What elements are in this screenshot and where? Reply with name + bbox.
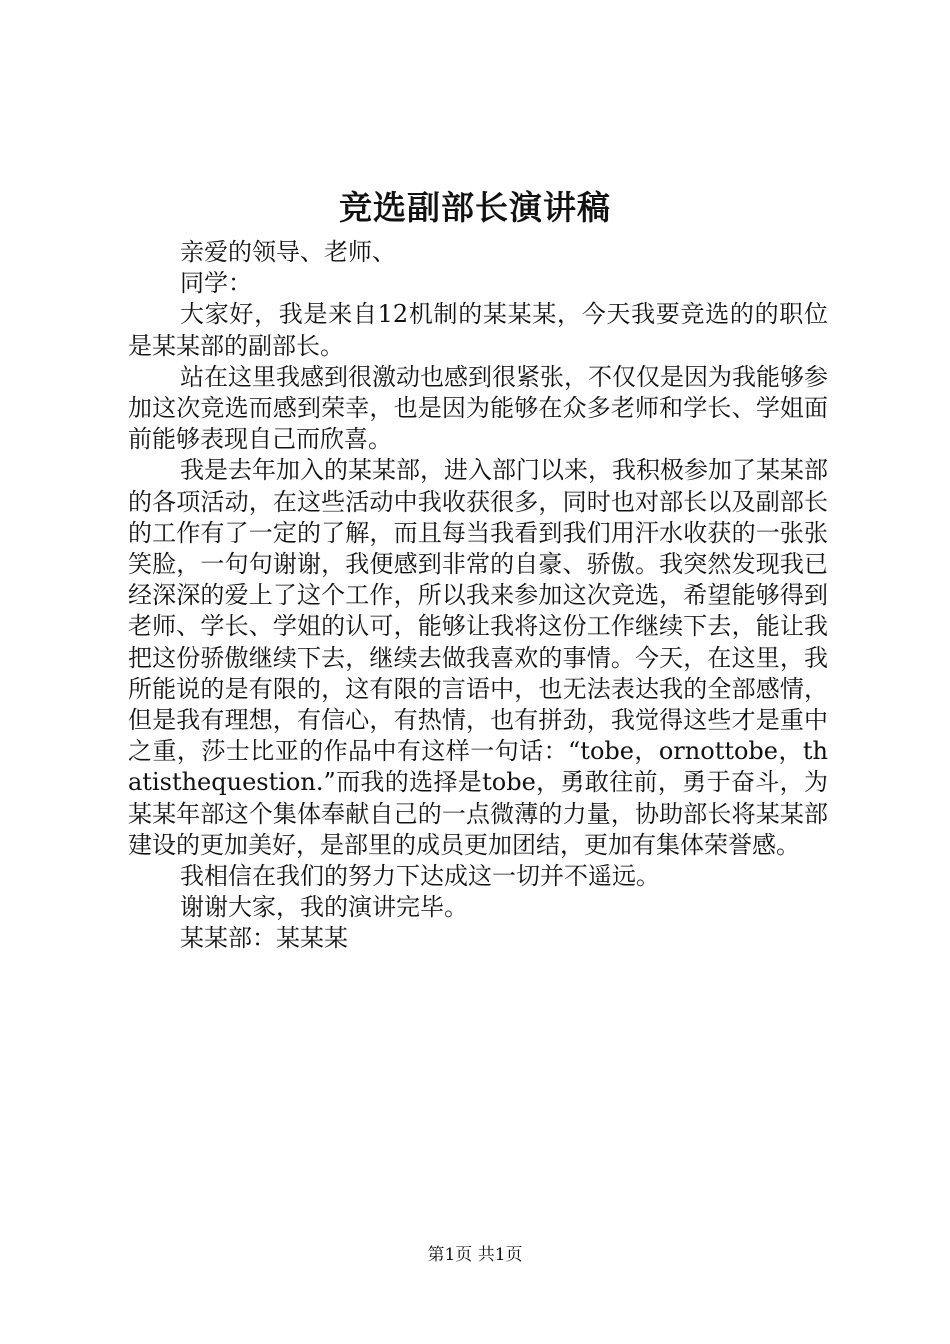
salutation-line-1: 亲爱的领导、老师、 <box>180 238 396 266</box>
signature: 某某部：某某某 <box>180 924 348 953</box>
paragraph-feelings: 站在这里我感到很激动也感到很紧张，不仅仅是因为我能够参加这次竞选而感到荣幸，也是因为能够在众多老师和学长、学姐面前能够表现自己而欣喜。 <box>128 362 828 454</box>
salutation-line-2: 同学： <box>180 269 252 298</box>
paragraph-intro: 大家好，我是来自12机制的某某某，今天我要竞选的的职位是某某部的副部长。 <box>128 300 828 360</box>
document-title: 竞选副部长演讲稿 <box>339 188 611 227</box>
paragraph-main: 我是去年加入的某某部，进入部门以来，我积极参加了某某部的各项活动，在这些活动中我收获很多，同时也对部长以及副部长的工作有了一定的了解，而且每当我看到我们用汗水收获的一张张笑脸，一句句谢谢，我便感到非常的自豪、骄傲。我突然发现我已经深深的爱上了这个工作，所以我来参加这次竞选，希望能够得到老师、学长、学姐的认可，能够让我将这份工作继续下去，能让我把这份骄傲继续下去，继续去做我喜欢的事情。今天，在这里，我所能说的是有限的，这有限的言语中，也无法表达我的全部感情，但是我有理想，有信心，有热情，也有拼劲，我觉得这些才是重中之重，莎士比亚的作品中有这样一句话：“tobe，ornottobe，thatisthequestion.”而我的选择是tobe，勇敢往前，勇于奋斗，为某某年部这个集体奉献自己的一点微薄的力量，协助部长将某某部建设的更加美好，是部里的成员更加团结，更加有集体荣誉感。 <box>128 456 828 859</box>
paragraph-belief: 我相信在我们的努力下达成这一切并不遥远。 <box>180 862 660 891</box>
page-footer: 第1页 共1页 <box>427 1245 523 1265</box>
paragraph-thanks: 谢谢大家，我的演讲完毕。 <box>180 893 468 922</box>
document-body <box>128 237 828 955</box>
